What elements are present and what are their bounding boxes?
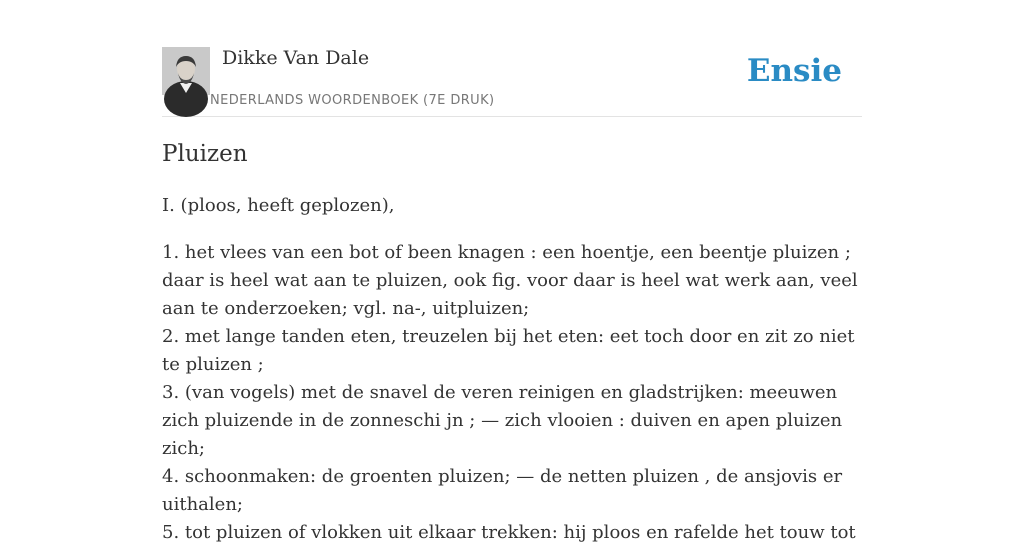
sense-5: 5. tot pluizen of vlokken uit elkaar trekken: hij ploos en rafelde het touw tot (162, 522, 856, 543)
source-name[interactable]: Dikke Van Dale (222, 47, 370, 69)
sense-3: 3. (van vogels) met de snavel de veren reinigen en gladstrijken: meeuwen zich pluizende in de zonneschi jn ; — zich vlooien : duiven en apen pluizen zich; (162, 382, 843, 459)
entry-title: Pluizen (162, 141, 248, 167)
grammar-line: I. (ploos, heeft geplozen), (162, 195, 395, 216)
sense-4: 4. schoonmaken: de groenten pluizen; — de netten pluizen , de ansjovis er uithalen; (162, 466, 843, 515)
brand-logo[interactable]: Ensie (746, 53, 842, 89)
sense-1: 1. het vlees van een bot of been knagen : een hoentje, een beentje pluizen ; daar is heel wat aan te pluizen, ook fig. voor daar is heel wat werk aan, veel aan te onderzoeken; vgl. na-, uitpluizen; (162, 242, 858, 319)
sense-2: 2. met lange tanden eten, treuzelen bij het eten: eet toch door en zit zo niet te pluizen ; (162, 326, 855, 375)
entry-body (162, 192, 862, 547)
source-header (162, 44, 862, 117)
source-subtitle: NEDERLANDS WOORDENBOEK (7E DRUK) (210, 93, 495, 108)
portrait-avatar-icon[interactable] (162, 47, 210, 95)
